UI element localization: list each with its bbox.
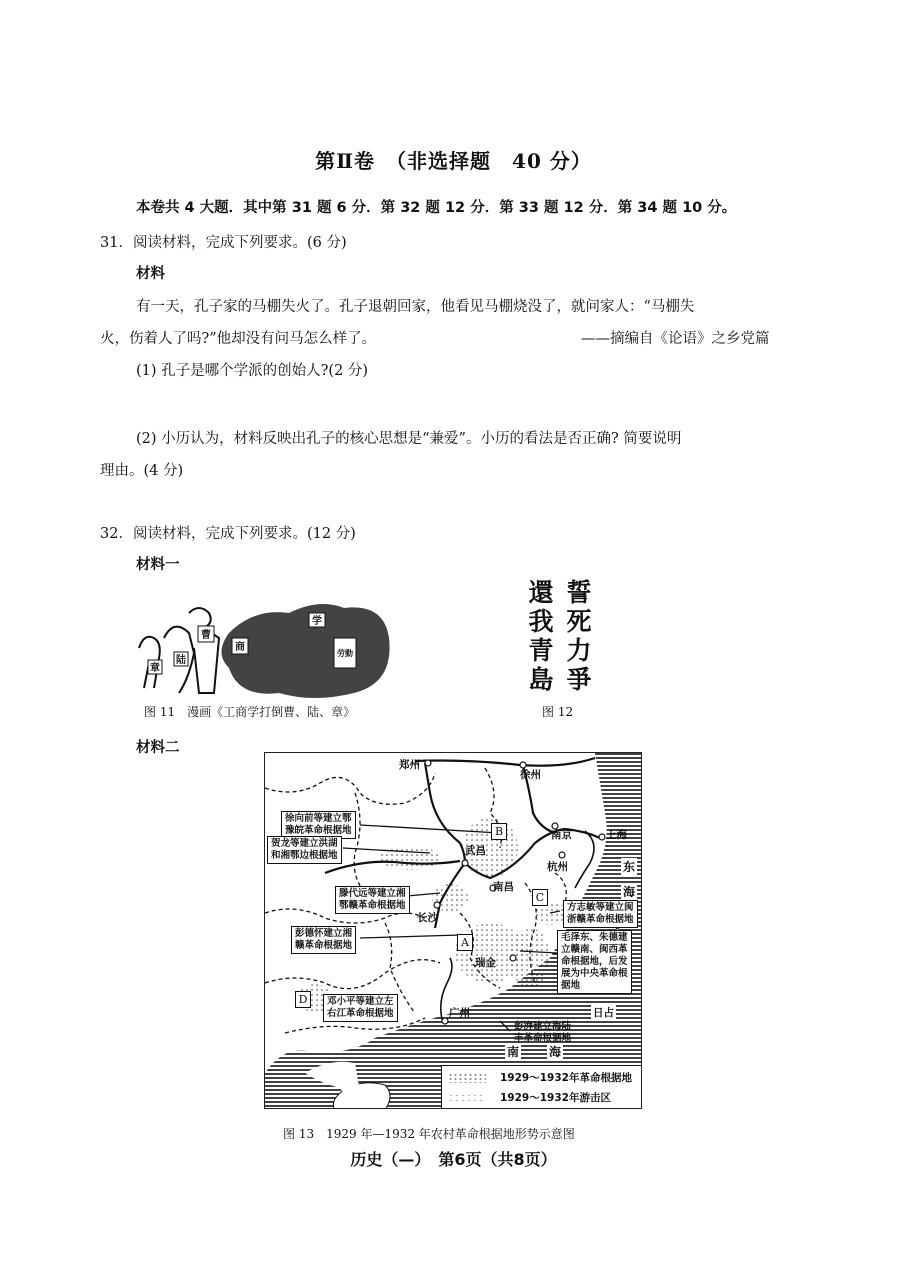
cartoon-label-cao: 曹 xyxy=(201,630,211,641)
cartoon-label-xue: 学 xyxy=(312,616,322,627)
slogan-char: 爭 xyxy=(566,665,592,694)
callout-xu-xiangqian: 徐向前等建立鄂 豫皖革命根据地 xyxy=(281,811,356,839)
callout-deng-xiaoping: 邓小平等建立左 右江革命根据地 xyxy=(323,994,398,1022)
marker-b: B xyxy=(491,823,507,840)
cartoon-label-zhang: 章 xyxy=(150,663,160,674)
slogan-char: 還 xyxy=(528,578,554,607)
q31-stem: 31．阅读材料，完成下列要求。(6 分) xyxy=(100,235,347,251)
slogan-figure-12 xyxy=(524,578,596,698)
city-nanchang: 南昌 xyxy=(493,881,514,893)
slogan-char: 死 xyxy=(566,607,592,636)
pointer-peng xyxy=(360,935,460,938)
city-wuchang: 武昌 xyxy=(465,845,486,857)
section-title: 第Ⅱ卷 （非选择题 40 分） xyxy=(315,149,592,173)
q32-material2-label: 材料二 xyxy=(136,740,180,756)
q31-source: ——摘编自《论语》之乡党篇 xyxy=(581,331,770,347)
sea-label-nan: 南 xyxy=(507,1045,520,1059)
city-dot-ruijin xyxy=(510,955,516,961)
railway-shanghai-hangzhou xyxy=(575,831,594,888)
sea-label-dong: 东 xyxy=(623,860,636,874)
callout-mao-zhu: 毛泽东、朱德建 立赣南、闽西革 命根据地，后发 展为中央革命根 据地 xyxy=(557,930,632,994)
callout-teng-daiyuan: 滕代远等建立湘 鄂赣革命根据地 xyxy=(335,886,410,914)
city-dot-wuchang xyxy=(462,860,468,866)
cartoon-label-laodong: 劳動 xyxy=(337,649,353,658)
slogan-char: 青 xyxy=(528,636,554,665)
marker-a: A xyxy=(457,934,473,951)
fig13-caption: 图 13 1929 年—1932 年农村革命根据地形势示意图 xyxy=(283,1127,575,1141)
city-dot-changsha xyxy=(434,902,440,908)
base-area-honghu xyxy=(380,846,440,870)
callout-peng-dehuai: 彭德怀建立湘 赣革命根据地 xyxy=(291,926,356,954)
q31-material-line2: 火，伤着人了吗?”他却没有问马怎么样了。 xyxy=(100,331,377,347)
q32-stem: 32．阅读材料，完成下列要求。(12 分) xyxy=(100,526,356,542)
q31-material-label: 材料 xyxy=(136,266,165,282)
q31-sub2-line2: 理由。(4 分) xyxy=(100,463,184,479)
callout-fang-zhimin: 方志敏等建立闽 浙赣革命根据地 xyxy=(563,900,638,928)
city-dot-shanghai xyxy=(599,834,605,840)
legend-item-guerrilla-area: 1929～1932年游击区 xyxy=(448,1090,611,1105)
slogan-char: 誓 xyxy=(566,578,592,607)
slogan-char: 力 xyxy=(566,636,592,665)
marker-d: D xyxy=(295,991,311,1008)
q32-material1-label: 材料一 xyxy=(136,557,180,573)
territory-label-japanese-occupied: 日占 xyxy=(593,1007,614,1019)
city-dot-guangzhou xyxy=(442,1018,448,1024)
city-dot-zhengzhou xyxy=(425,760,431,766)
fig12-caption: 图 12 xyxy=(542,705,574,719)
city-hangzhou: 杭州 xyxy=(547,861,568,873)
city-dot-hangzhou xyxy=(559,852,565,858)
q31-sub2-line1: (2) 小历认为，材料反映出孔子的核心思想是“兼爱”。小历的看法是否正确? 简要说明 xyxy=(136,431,682,447)
sea-label-hai-east: 海 xyxy=(623,885,636,899)
city-ruijin: 瑞金 xyxy=(475,957,496,969)
city-guangzhou: 广州 xyxy=(449,1007,470,1019)
legend-swatch-base-area xyxy=(448,1073,486,1083)
cartoon-label-shang: 商 xyxy=(235,642,245,653)
yellow-river-rail xyxy=(415,758,595,766)
callout-he-long: 贺龙等建立洪湖 和湘鄂边根据地 xyxy=(267,836,342,864)
map-figure-13 xyxy=(264,752,642,1109)
callout-peng-pai: 彭湃建立海陆 丰革命根据地 xyxy=(514,1021,572,1044)
border-6 xyxy=(265,960,440,989)
section-intro: 本卷共 4 大题．其中第 31 题 6 分．第 32 题 12 分．第 33 题 12 分．第 34 题 10 分。 xyxy=(136,200,737,216)
figure-cao-outline xyxy=(189,608,219,693)
city-zhengzhou: 郑州 xyxy=(399,759,420,771)
slogan-left-column xyxy=(524,578,558,694)
slogan-char: 我 xyxy=(528,607,554,636)
sea-label-hai-south: 海 xyxy=(549,1045,562,1059)
city-nanjing: 南京 xyxy=(551,829,572,841)
q31-sub1: (1) 孔子是哪个学派的创始人?(2 分) xyxy=(136,363,369,379)
city-shanghai: 上海 xyxy=(606,829,627,841)
map-legend xyxy=(441,1065,642,1109)
fig11-caption: 图 11 漫画《工商学打倒曹、陆、章》 xyxy=(144,705,356,719)
border-1 xyxy=(265,773,435,804)
legend-swatch-guerrilla-area xyxy=(448,1093,486,1103)
cartoon-figure-11 xyxy=(134,588,396,698)
legend-item-base-area: 1929～1932年革命根据地 xyxy=(448,1070,632,1085)
city-changsha: 长沙 xyxy=(417,912,438,924)
marker-c: C xyxy=(532,889,548,906)
slogan-right-column xyxy=(562,578,596,694)
page-footer: 历史（—） 第6页（共8页） xyxy=(350,1150,557,1169)
q31-material-line1: 有一天，孔子家的马棚失火了。孔子退朝回家，他看见马棚烧没了，就问家人：“马棚失 xyxy=(136,299,695,315)
city-xuzhou: 徐州 xyxy=(520,769,541,781)
slogan-char: 島 xyxy=(528,665,554,694)
cartoon-label-lu: 陆 xyxy=(176,655,186,666)
